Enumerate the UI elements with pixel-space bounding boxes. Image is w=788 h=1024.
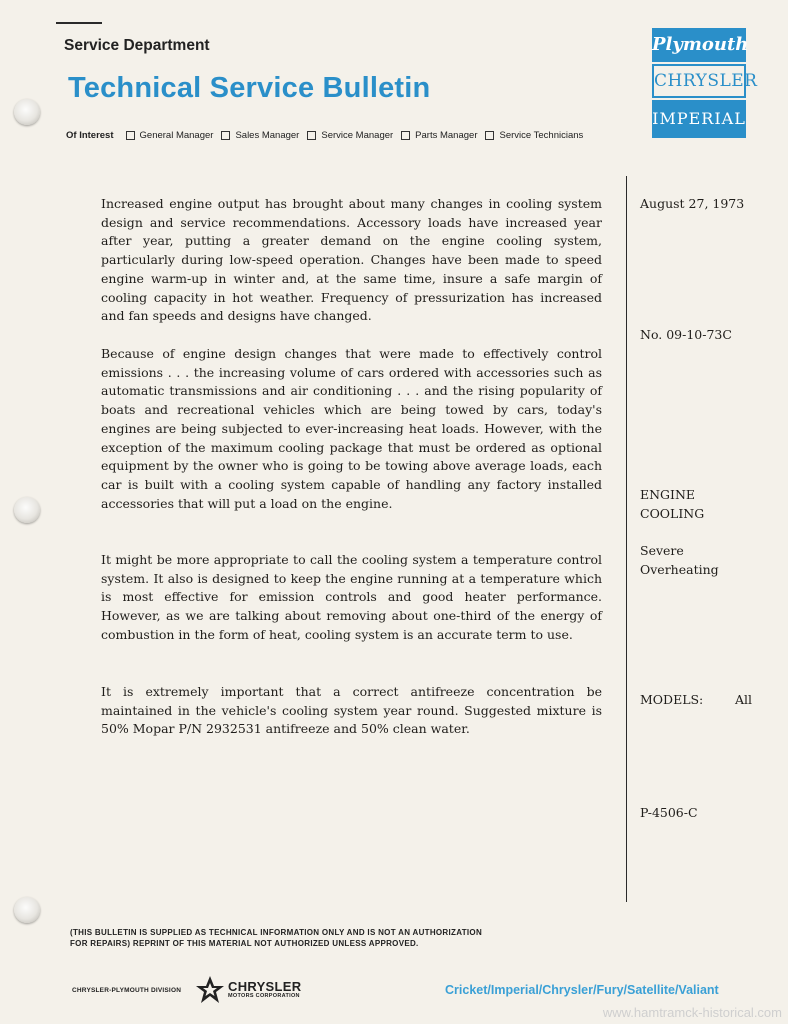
- option-service-technicians: Service Technicians: [499, 130, 584, 141]
- bulletin-number: No. 09-10-73C: [640, 327, 732, 342]
- source-watermark: www.hamtramck-historical.com: [602, 1005, 782, 1020]
- models-value: All: [734, 692, 752, 707]
- models-label: MODELS:: [640, 692, 704, 707]
- condition: [640, 542, 719, 579]
- option-general-manager: General Manager: [139, 130, 214, 141]
- bulletin-title: Technical Service Bulletin: [68, 72, 431, 104]
- checkbox-parts-manager[interactable]: [401, 131, 410, 140]
- models-row: [640, 691, 752, 710]
- binder-hole-top: [14, 99, 40, 125]
- brand-chrysler: CHRYSLER: [652, 64, 746, 98]
- corporation-logo: [228, 980, 301, 999]
- of-interest-row: [66, 130, 583, 141]
- binder-hole-middle: [14, 497, 40, 523]
- disclaimer-line-2: FOR REPAIRS) REPRINT OF THIS MATERIAL NOT AUTHORIZED UNLESS APPROVED.: [70, 939, 419, 948]
- header-rule: [56, 22, 102, 24]
- subject-line-1: ENGINE: [640, 487, 696, 502]
- department-label: Service Department: [64, 37, 210, 54]
- brand-plymouth: Plymouth: [652, 28, 746, 62]
- subject-line-2: COOLING: [640, 505, 705, 521]
- of-interest-label: Of Interest: [66, 130, 114, 141]
- brand-imperial: IMPERIAL: [652, 100, 746, 138]
- body-paragraph-2: Because of engine design changes that were made to effectively control emissions . . . the increasing volume of cars ordered with accessories such as automatic transmissions and air conditioning . . . and the rising popularity of boats and recreational vehicles which are being towed by cars, today's engines are being subjected to ever-increasing heat loads. However, with the exception of the maximum cooling package that must be ordered as optional equipment by the owner who is going to be towing above average loads, each car is built with a cooling system capable of handling any factory installed accessories that will put a load on the engine.: [101, 346, 602, 511]
- column-divider: [626, 176, 627, 902]
- publication-code: P-4506-C: [640, 805, 698, 820]
- condition-line-2: Overheating: [640, 561, 719, 577]
- car-models-list: Cricket/Imperial/Chrysler/Fury/Satellite/Valiant: [445, 983, 719, 997]
- disclaimer: [70, 927, 482, 949]
- division-label: CHRYSLER-PLYMOUTH DIVISION: [72, 987, 182, 994]
- checkbox-service-technicians[interactable]: [485, 131, 494, 140]
- corporation-name: CHRYSLER: [228, 979, 302, 994]
- checkbox-general-manager[interactable]: [126, 131, 135, 140]
- option-service-manager: Service Manager: [321, 130, 394, 141]
- body-paragraph-4: It is extremely important that a correct antifreeze concentration be maintained in the vehicle's cooling system year round. Suggested mixture is 50% Mopar P/N 2932531 antifreeze and 50% clean water.: [101, 684, 602, 737]
- checkbox-service-manager[interactable]: [307, 131, 316, 140]
- checkbox-sales-manager[interactable]: [221, 131, 230, 140]
- option-sales-manager: Sales Manager: [235, 130, 300, 141]
- binder-hole-bottom: [14, 897, 40, 923]
- option-parts-manager: Parts Manager: [415, 130, 478, 141]
- corporation-subtitle: MOTORS CORPORATION: [228, 993, 300, 999]
- body-paragraph-1: Increased engine output has brought about many changes in cooling system design and service recommendations. Accessory loads have increased year after year, putting a greater demand on the engine cooling system, particularly during low-speed operation. Changes have been made to speed engine warm-up in winter and, at the same time, insure a safe margin of cooling capacity in hot weather. Frequency of pressurization has increased and fan speeds and designs have changed.: [101, 196, 602, 324]
- subject: [640, 486, 704, 523]
- disclaimer-line-1: (THIS BULLETIN IS SUPPLIED AS TECHNICAL INFORMATION ONLY AND IS NOT AN AUTHORIZATION: [70, 928, 483, 937]
- body-paragraph-3: It might be more appropriate to call the cooling system a temperature control system. It also is designed to keep the engine running at a temperature which is most effective for emission controls and good heater performance. However, as we are talking about removing about one-third of the energy of combustion in the form of heat, cooling system is an accurate term to use.: [101, 552, 602, 642]
- condition-line-1: Severe: [640, 543, 684, 558]
- pentastar-logo-icon: [195, 975, 225, 1005]
- bulletin-date: August 27, 1973: [640, 196, 745, 211]
